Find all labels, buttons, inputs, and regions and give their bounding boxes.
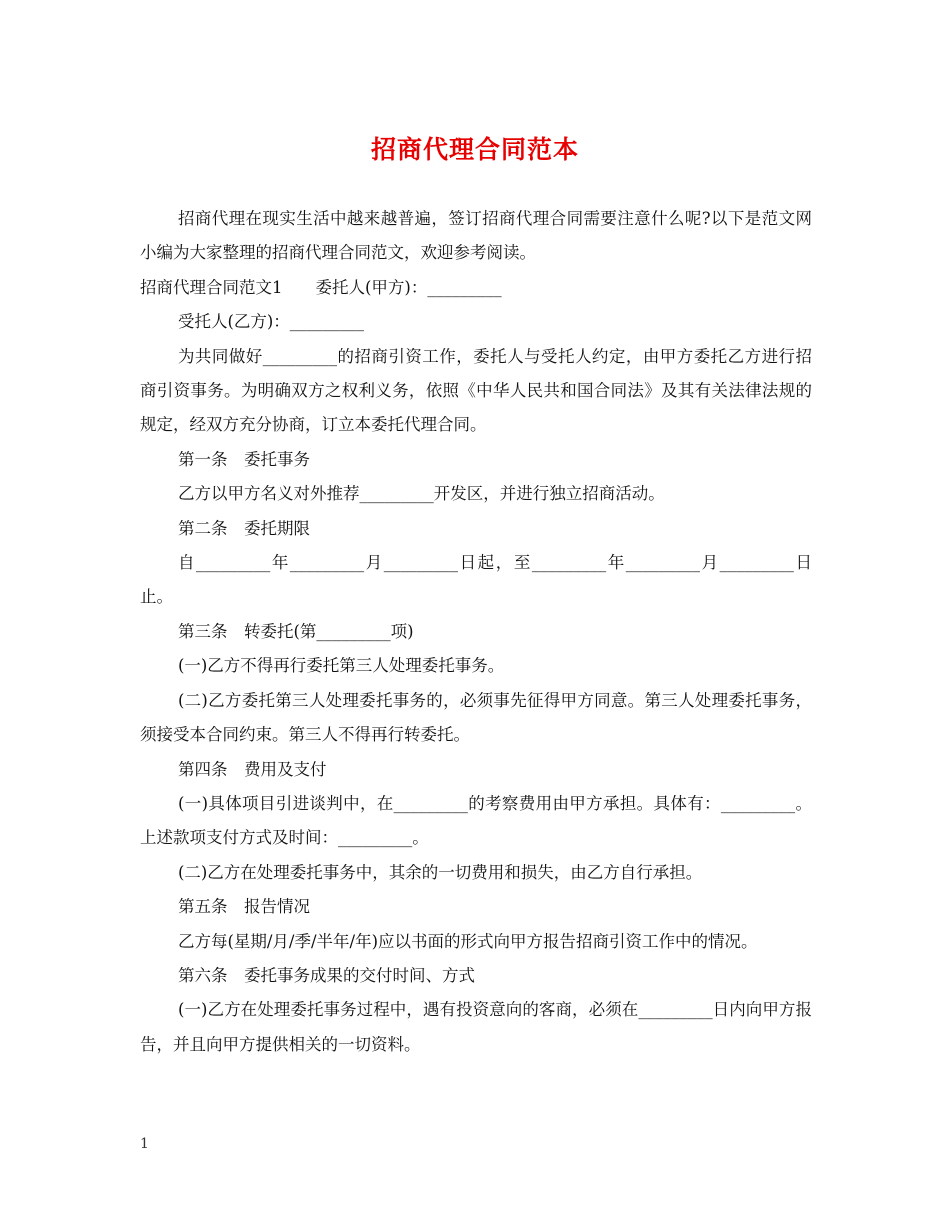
preamble-paragraph: 为共同做好_________的招商引资工作，委托人与受托人约定，由甲方委托乙方进行招商引资事务。为明确双方之权利义务，依照《中华人民共和国合同法》及其有关法律法规的规定，经双方充分协商，订立本委托代理合同。: [140, 346, 812, 435]
article-3-heading: 第三条 转委托(第_________项): [177, 621, 414, 641]
article-3-item-1: (一)乙方不得再行委托第三人处理委托事务。: [177, 656, 505, 676]
document-title: 招商代理合同范本: [370, 135, 579, 164]
article-2-text: 自_________年_________月_________日起，至_________年_________月_________日止。: [140, 553, 812, 607]
article-6-item-1: (一)乙方在处理委托事务过程中，遇有投资意向的客商，必须在_________日内向甲方报告，并且向甲方提供相关的一切资料。: [140, 1000, 812, 1054]
article-4-item-2: (二)乙方在处理委托事务中，其余的一切费用和损失，由乙方自行承担。: [177, 862, 703, 882]
party-b-line: 受托人(乙方)：_________: [177, 312, 365, 332]
article-2-heading: 第二条 委托期限: [177, 518, 310, 538]
article-4-heading: 第四条 费用及支付: [177, 759, 327, 779]
article-6-heading: 第六条 委托事务成果的交付时间、方式: [177, 965, 475, 985]
article-1-heading: 第一条 委托事务: [177, 449, 310, 469]
article-5-text: 乙方每(星期/月/季/半年/年)应以书面的形式向甲方报告招商引资工作中的情况。: [177, 931, 758, 951]
article-5-heading: 第五条 报告情况: [177, 897, 310, 917]
intro-paragraph: 招商代理在现实生活中越来越普遍，签订招商代理合同需要注意什么呢?以下是范文网小编为大家整理的招商代理合同范文，欢迎参考阅读。: [140, 209, 812, 263]
contract-sample-heading-party-a: 招商代理合同范文1 委托人(甲方)：_________: [140, 277, 502, 297]
article-1-text: 乙方以甲方名义对外推荐_________开发区，并进行独立招商活动。: [177, 484, 665, 504]
article-3-item-2: (二)乙方委托第三人处理委托事务的，必须事先征得甲方同意。第三人处理委托事务，须接受本合同约束。第三人不得再行转委托。: [140, 690, 812, 745]
article-4-item-1: (一)具体项目引进谈判中，在_________的考察费用由甲方承担。具体有：_________。上述款项支付方式及时间：_________。: [140, 793, 812, 848]
page-number: 1: [140, 1136, 149, 1152]
document-body: [140, 202, 812, 1062]
